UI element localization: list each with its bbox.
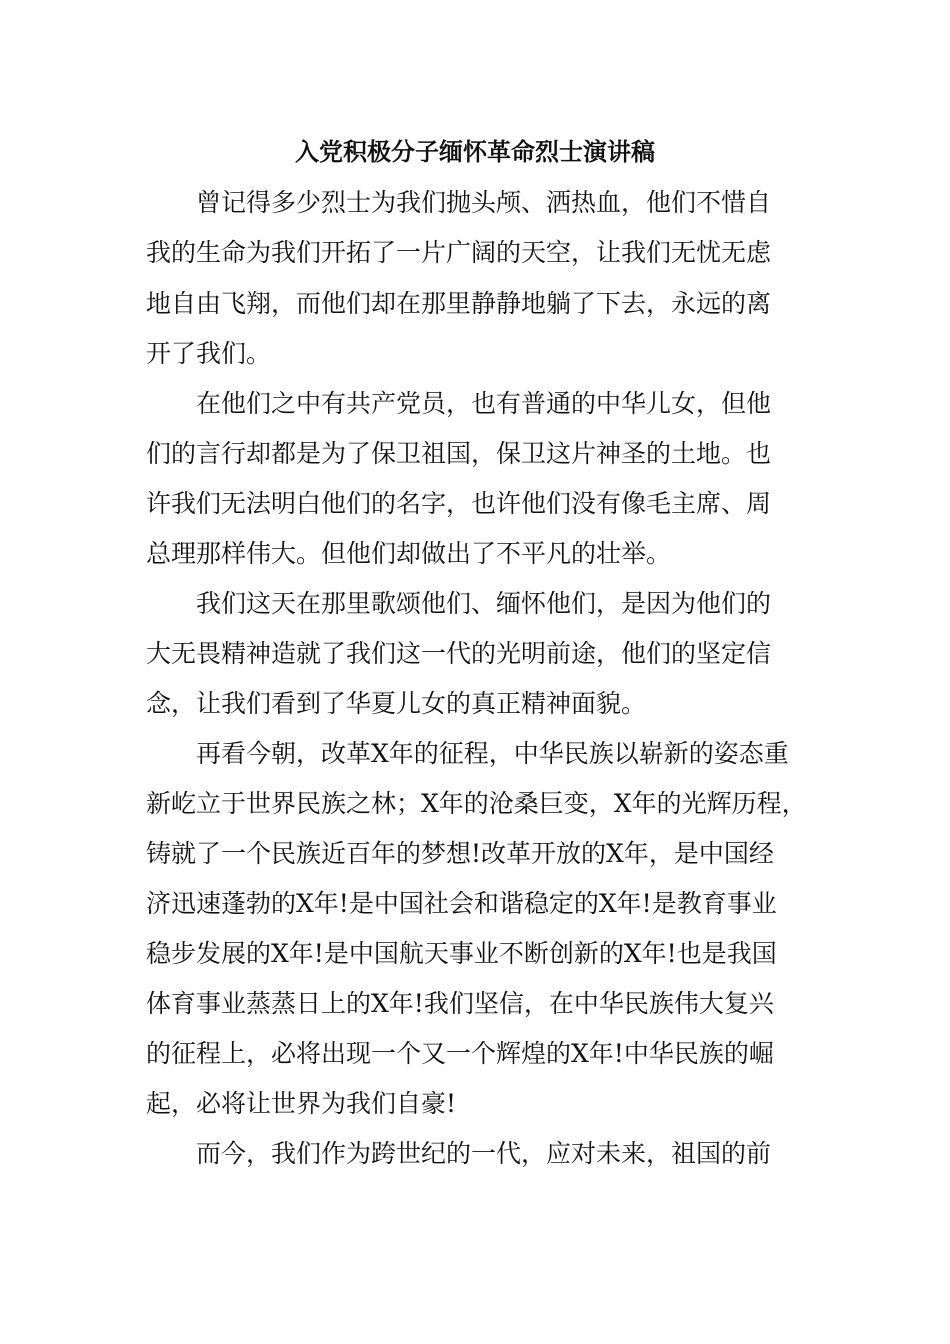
paragraph-line: 我的生命为我们开拓了一片广阔的天空，让我们无忧无虑: [146, 238, 772, 267]
paragraph-line: 新屹立于世界民族之林；X年的沧桑巨变，X年的光辉历程，: [146, 789, 807, 818]
paragraph-line: 大无畏精神造就了我们这一代的光明前途，他们的坚定信: [146, 639, 772, 668]
paragraph-line: 稳步发展的X年!是中国航天事业不断创新的X年!也是我国: [146, 939, 777, 968]
paragraph-line: 曾记得多少烈士为我们抛头颅、洒热血，他们不惜自: [196, 188, 772, 217]
document-title: 入党积极分子缅怀革命烈士演讲稿: [295, 137, 655, 166]
paragraph-line: 念，让我们看到了华夏儿女的真正精神面貌。: [146, 689, 647, 718]
paragraph-line: 地自由飞翔，而他们却在那里静静地躺了下去，永远的离: [146, 289, 772, 318]
paragraph-line: 体育事业蒸蒸日上的X年!我们坚信，在中华民族伟大复兴: [146, 989, 774, 1018]
paragraph-line: 开了我们。: [146, 339, 272, 368]
paragraph-line: 济迅速蓬勃的X年!是中国社会和谐稳定的X年!是教育事业: [146, 889, 777, 918]
paragraph-line: 铸就了一个民族近百年的梦想!改革开放的X年，是中国经: [146, 839, 774, 868]
paragraph-line: 起，必将让世界为我们自豪!: [146, 1089, 457, 1118]
paragraph-line: 我们这天在那里歌颂他们、缅怀他们，是因为他们的: [196, 589, 772, 618]
paragraph-line: 许我们无法明白他们的名字，也许他们没有像毛主席、周: [146, 489, 772, 518]
paragraph-line: 在他们之中有共产党员，也有普通的中华儿女，但他: [196, 389, 772, 418]
paragraph-line: 们的言行却都是为了保卫祖国，保卫这片神圣的土地。也: [146, 439, 772, 468]
paragraph-line: 总理那样伟大。但他们却做出了不平凡的壮举。: [146, 539, 672, 568]
paragraph-line: 再看今朝，改革X年的征程，中华民族以崭新的姿态重: [196, 739, 789, 768]
paragraph-line: 而今，我们作为跨世纪的一代，应对未来，祖国的前: [196, 1139, 772, 1168]
paragraph-line: 的征程上，必将出现一个又一个辉煌的X年!中华民族的崛: [146, 1039, 774, 1068]
